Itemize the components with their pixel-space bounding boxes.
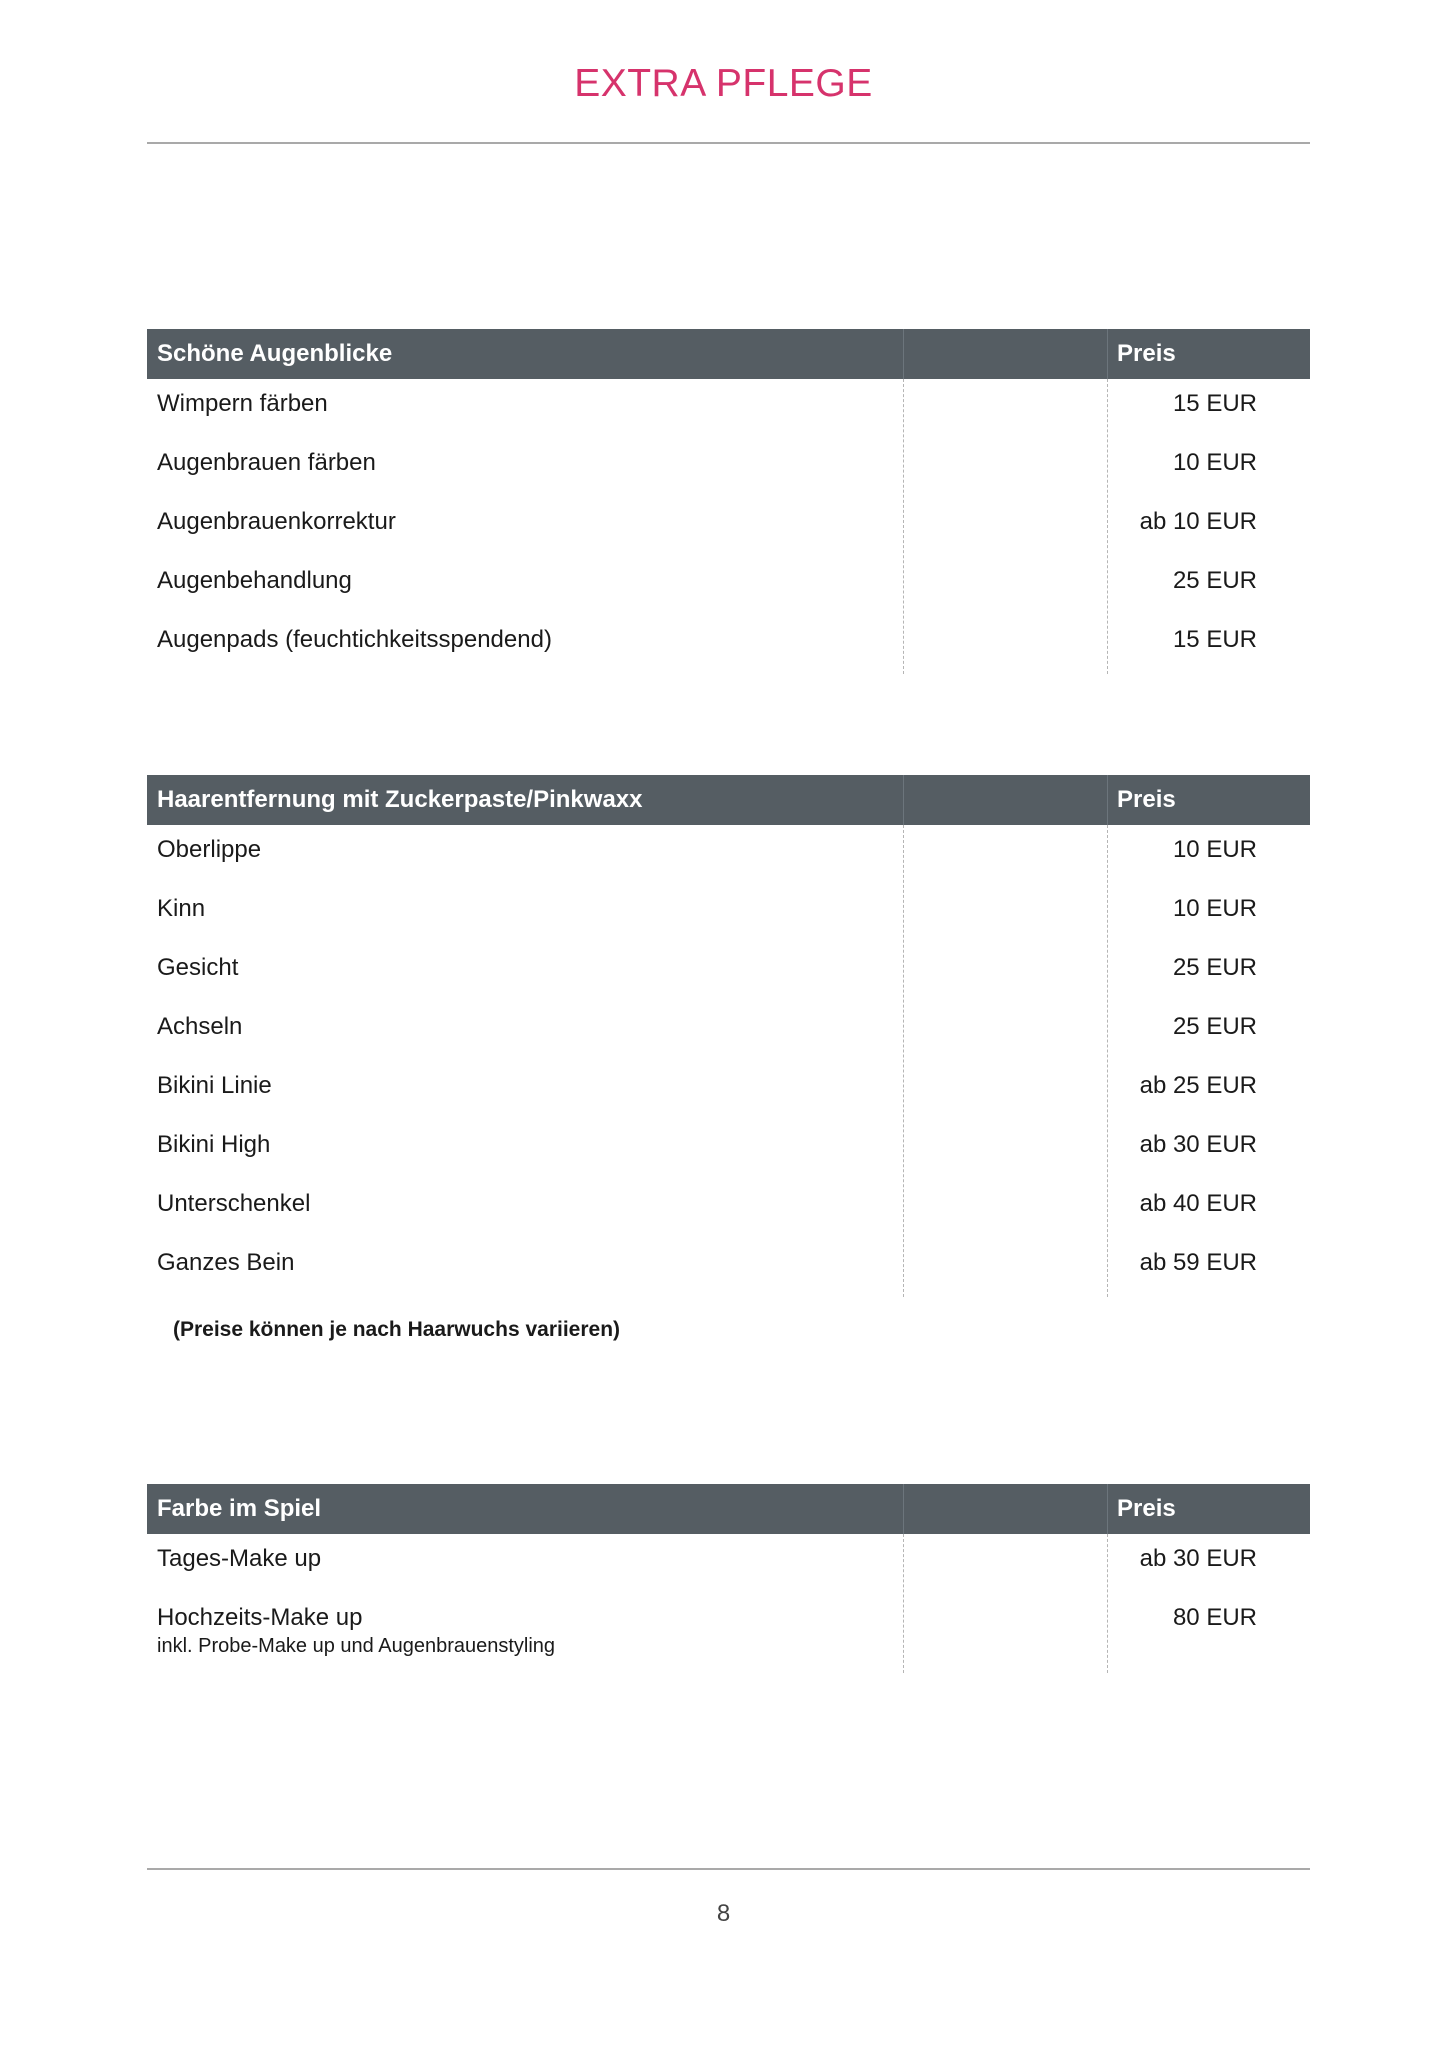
service-price: 15 EUR <box>1172 390 1257 417</box>
table-header <box>147 1484 1310 1534</box>
service-price: ab 59 EUR <box>1139 1249 1257 1276</box>
service-name: Unterschenkel <box>157 1190 311 1217</box>
table-row <box>147 884 1310 943</box>
service-name: Augenpads (feuchtichkeitsspendend) <box>157 626 552 653</box>
service-price: 10 EUR <box>1172 895 1257 922</box>
service-name: Augenbrauen färben <box>157 449 376 476</box>
column-separator <box>903 1484 904 1534</box>
table-row <box>147 943 1310 1002</box>
service-price: ab 10 EUR <box>1139 508 1257 535</box>
page-number: 8 <box>716 1900 731 1927</box>
section-title: Schöne Augenblicke <box>157 340 393 367</box>
footer-divider <box>147 1868 1310 1870</box>
table-row <box>147 1534 1310 1593</box>
service-price: 15 EUR <box>1172 626 1257 653</box>
service-name: Tages-Make up <box>157 1545 322 1572</box>
column-separator <box>1107 329 1108 379</box>
service-name: Ganzes Bein <box>157 1249 295 1276</box>
service-name: Wimpern färben <box>157 390 328 417</box>
service-price: 80 EUR <box>1172 1604 1257 1631</box>
price-column-header: Preis <box>1117 786 1176 813</box>
service-name: Achseln <box>157 1013 243 1040</box>
price-column-header: Preis <box>1117 1495 1176 1522</box>
service-name: Augenbrauenkorrektur <box>157 508 396 535</box>
column-separator <box>1107 1484 1108 1534</box>
table-row <box>147 1593 1310 1673</box>
service-price: 25 EUR <box>1172 1013 1257 1040</box>
table-row <box>147 1238 1310 1297</box>
service-price: ab 30 EUR <box>1139 1545 1257 1572</box>
column-separator <box>903 775 904 825</box>
price-table-make-up <box>147 1484 1310 1673</box>
table-body <box>147 825 1310 1297</box>
price-column-header: Preis <box>1117 340 1176 367</box>
header-divider <box>147 142 1310 144</box>
price-table-augenblicke <box>147 329 1310 674</box>
table-row <box>147 1179 1310 1238</box>
table-header <box>147 329 1310 379</box>
service-price: 25 EUR <box>1172 954 1257 981</box>
service-name: Oberlippe <box>157 836 262 863</box>
table-header <box>147 775 1310 825</box>
column-separator <box>903 329 904 379</box>
page-title: EXTRA PFLEGE <box>574 62 873 105</box>
service-name: Augenbehandlung <box>157 567 352 594</box>
price-table-haarentfernung <box>147 775 1310 1297</box>
table-row <box>147 1002 1310 1061</box>
service-price: ab 40 EUR <box>1139 1190 1257 1217</box>
table-row <box>147 497 1310 556</box>
service-name: Gesicht <box>157 954 239 981</box>
service-price: 25 EUR <box>1172 567 1257 594</box>
table-row <box>147 1120 1310 1179</box>
table-body <box>147 1534 1310 1673</box>
section-title: Haarentfernung mit Zuckerpaste/Pinkwaxx <box>157 786 643 813</box>
table-row <box>147 379 1310 438</box>
service-name: Bikini High <box>157 1131 271 1158</box>
table-row <box>147 615 1310 674</box>
service-name: Kinn <box>157 895 206 922</box>
service-name: Hochzeits-Make up <box>157 1604 363 1631</box>
section-title: Farbe im Spiel <box>157 1495 322 1522</box>
table-row <box>147 825 1310 884</box>
service-price: ab 25 EUR <box>1139 1072 1257 1099</box>
table-row <box>147 556 1310 615</box>
service-price: 10 EUR <box>1172 836 1257 863</box>
table-row <box>147 438 1310 497</box>
table-row <box>147 1061 1310 1120</box>
table-body <box>147 379 1310 674</box>
price-note: (Preise können je nach Haarwuchs variieren) <box>173 1318 621 1341</box>
service-subtext: inkl. Probe-Make up und Augenbrauenstyling <box>157 1635 556 1657</box>
service-price: ab 30 EUR <box>1139 1131 1257 1158</box>
service-name: Bikini Linie <box>157 1072 272 1099</box>
column-separator <box>1107 775 1108 825</box>
service-price: 10 EUR <box>1172 449 1257 476</box>
